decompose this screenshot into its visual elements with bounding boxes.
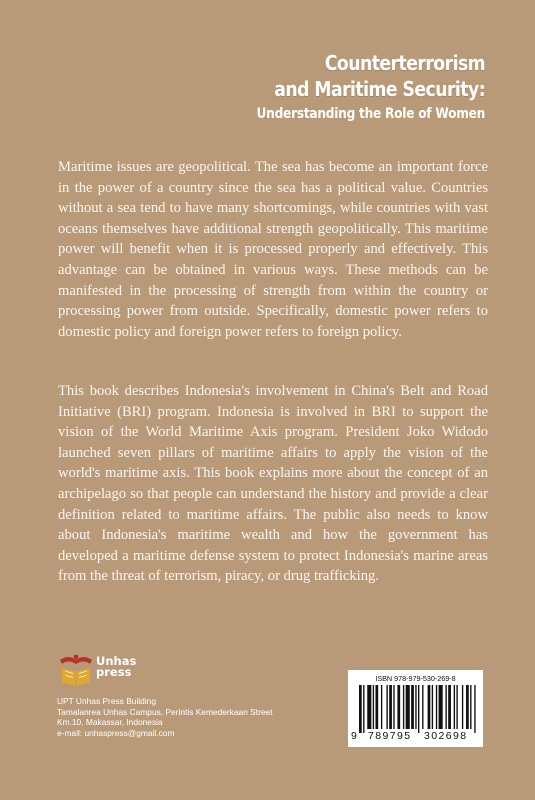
barcode-bar: [456, 685, 457, 729]
barcode-bar: [439, 685, 443, 729]
barcode-bar: [386, 685, 387, 729]
address-line-1: UPT Unhas Press Building: [57, 696, 156, 706]
logo-wordmark: [96, 656, 136, 678]
isbn-barcode: [348, 670, 483, 747]
description-paragraph-2: This book describes Indonesia's involvement in China's Belt and Road Initiative (BRI) program. Indonesia is involved in BRI to support the vision of the World Maritime Axis program. President Joko Widodo launched seven pillars of maritime affairs to apply the vision of the world's maritime axis. This book explains more about the concept of an archipelago so that people can understand the history and provide a clear definition related to maritime affairs. The public also needs to know about Indonesia's maritime wealth and how the government has developed a maritime defense system to protect Indonesia's marine areas from the threat of terrorism, piracy, or drug trafficking.: [58, 383, 488, 585]
barcode-bar: [428, 685, 431, 729]
barcode-bar: [462, 685, 463, 729]
barcode-bar: [375, 685, 378, 729]
barcode-bar: [403, 685, 404, 729]
barcode-digits-left: 789795: [368, 730, 412, 742]
barcode-bars: [359, 685, 477, 733]
barcode-bar: [411, 685, 414, 729]
book-title-line-1: Counterterrorism: [324, 51, 485, 75]
barcode-bar: [406, 685, 410, 729]
barcode-bar: [415, 685, 416, 729]
barcode-bar: [432, 685, 433, 729]
address-line-3: Km.10, Makassar, Indonesia: [57, 717, 163, 728]
barcode-bar: [397, 685, 400, 729]
logo-wordmark-line-2: press: [96, 665, 132, 679]
barcode-bar: [454, 685, 455, 729]
barcode-bar: [445, 685, 446, 729]
address-line-2: Tamalanrea Unhas Campus, Perintis Kemederkaan Street: [57, 706, 273, 717]
title-block: [213, 50, 485, 124]
logo-wordmark-line-1: Unhas: [96, 654, 137, 668]
barcode-bar: [367, 685, 371, 729]
isbn-number: ISBN 978-979-530-269-8: [375, 674, 456, 683]
barcode-bar: [389, 685, 392, 729]
barcode-bar: [393, 685, 394, 729]
barcode-bar: [436, 685, 437, 729]
barcode-digit-first: 9: [351, 730, 357, 742]
barcode-bar: [363, 685, 364, 733]
barcode-bar: [381, 685, 382, 729]
book-title-line-2: and Maritime Security:: [274, 77, 485, 101]
barcode-bar: [422, 685, 423, 729]
description-paragraph-1: Maritime issues are geopolitical. The sea has become an important force in the power of a country since the sea has a political value. Countries without a sea tend to have many shortcomings, while countries with vast oceans themselves have additional strength geopolitically. This maritime power will benefit when it is processed properly and effectively. This advantage can be obtained in various ways. These methods can be manifested in the processing of strength from within the country or processing power from outside. Specifically, domestic power refers to domestic policy and foreign power refers to foreign policy.: [58, 159, 488, 340]
publisher-address: [57, 696, 273, 738]
publisher-email: e-mail: unhaspress@gmail.com: [57, 727, 175, 738]
barcode-bar: [359, 685, 362, 733]
barcode-bar: [474, 685, 475, 733]
barcode-bar: [448, 685, 451, 729]
barcode-digits-right: 302698: [424, 730, 468, 742]
barcode-bar: [470, 685, 471, 729]
barcode-bar: [466, 685, 469, 729]
barcode-bar: [418, 685, 419, 733]
barcode-bar: [373, 685, 374, 729]
book-subtitle: Understanding the Role of Women: [256, 106, 485, 122]
